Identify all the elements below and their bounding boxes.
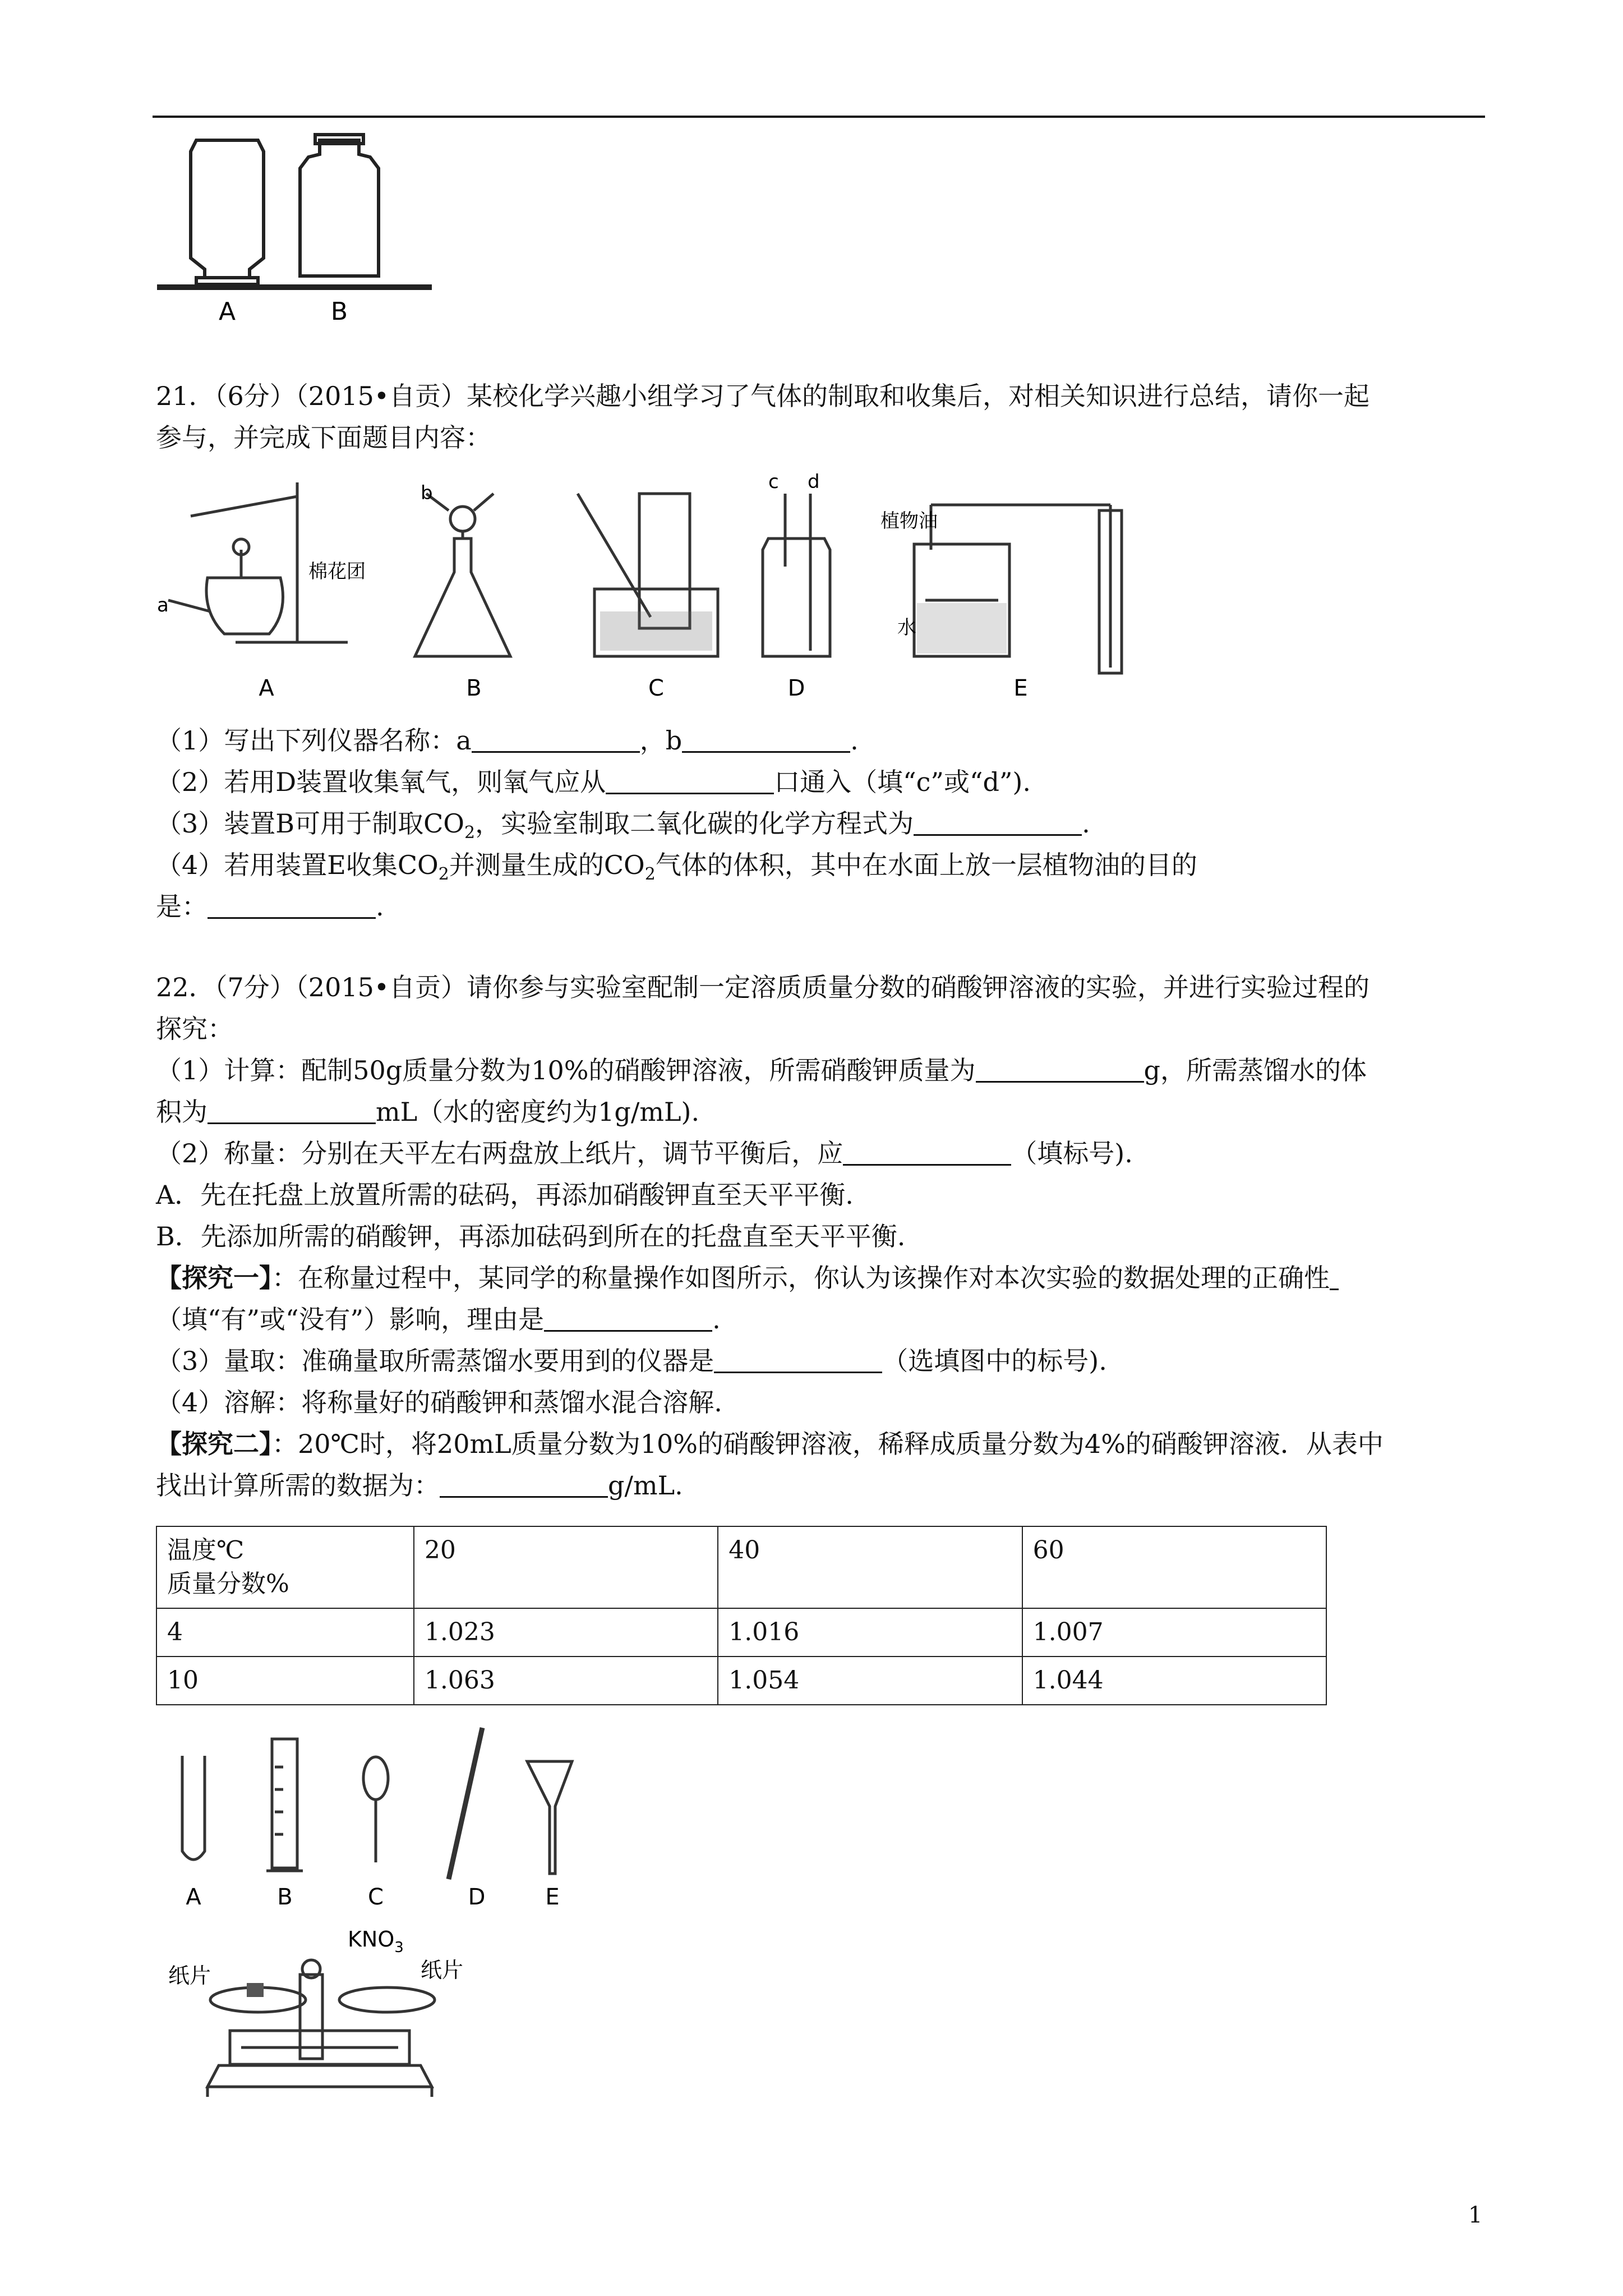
answer-blank[interactable] bbox=[440, 1470, 608, 1498]
q21-header: 21．（6分）（2015•自贡）某校化学兴趣小组学习了气体的制取和收集后，对相关知识进行总结，请你一起 bbox=[156, 381, 1370, 411]
header-rule bbox=[153, 116, 1485, 118]
fig-label-a: A bbox=[259, 675, 274, 701]
label-b: b bbox=[421, 482, 433, 504]
q22-explore2: 【探究二】：20℃时，将20mL质量分数为10%的硝酸钾溶液，稀释成质量分数为4%的硝酸钾溶液．从表中 bbox=[156, 1429, 1384, 1459]
label-water: 水 bbox=[897, 616, 916, 639]
q22-explore1-line2: （填“有”或“没有”）影响，理由是 . bbox=[156, 1304, 721, 1335]
instrument-label-c: C bbox=[368, 1884, 384, 1910]
answer-blank[interactable] bbox=[208, 1097, 376, 1124]
q22-explore2-line2: 找出计算所需的数据为： g/mL. bbox=[156, 1470, 683, 1501]
balance-label-paper-right: 纸片 bbox=[421, 1958, 464, 1982]
q22-part1-line2: 积为 mL（水的密度约为1g/mL). bbox=[156, 1097, 700, 1127]
weight-icon bbox=[247, 1983, 264, 1997]
density-table bbox=[156, 1526, 1327, 1705]
fig-label-b: B bbox=[466, 675, 482, 701]
graduated-cylinder-icon bbox=[272, 1739, 297, 1868]
bottle-b-label: B bbox=[330, 297, 348, 326]
fig-label-d: D bbox=[787, 675, 805, 701]
answer-blank[interactable] bbox=[714, 1346, 882, 1373]
answer-blank[interactable] bbox=[976, 1055, 1144, 1083]
dropper-icon bbox=[363, 1757, 388, 1800]
q21-header-2: 参与，并完成下面题目内容： bbox=[156, 422, 491, 453]
test-tube-icon bbox=[182, 1756, 205, 1860]
answer-blank[interactable] bbox=[472, 725, 640, 753]
table-cell: 1.063 bbox=[414, 1657, 718, 1705]
funnel-icon bbox=[527, 1761, 572, 1874]
answer-blank[interactable] bbox=[843, 1138, 1011, 1166]
q21-part4: （4）若用装置E收集$CO_2$并测量生成的$CO_2$气体的体积，其中在水面上放一层植物油的目的 bbox=[156, 850, 1197, 885]
bottle-b-icon bbox=[300, 140, 379, 276]
q22-explore1: 【探究一】：在称量过程中，某同学的称量操作如图所示，你认为该操作对本次实验的数据处理的正确性 bbox=[156, 1261, 1339, 1295]
table-cell: 4 bbox=[156, 1608, 414, 1657]
answer-blank[interactable] bbox=[1330, 1263, 1339, 1290]
table-header-row bbox=[156, 1526, 1326, 1608]
fig-label-e: E bbox=[1013, 675, 1028, 701]
q22-part1: （1）计算：配制50g质量分数为10%的硝酸钾溶液，所需硝酸钾质量为 g，所需蒸馏水的体 bbox=[156, 1055, 1367, 1085]
q22-option-a: A．先在托盘上放置所需的砝码，再添加硝酸钾直至天平平衡. bbox=[156, 1180, 854, 1210]
answer-blank[interactable] bbox=[682, 725, 850, 753]
q21-part4-line2: 是： . bbox=[156, 891, 384, 922]
label-cotton: 棉花团 bbox=[308, 560, 366, 583]
table-cell: 60 bbox=[1022, 1526, 1326, 1608]
answer-blank[interactable] bbox=[606, 767, 774, 794]
table-cell: 10 bbox=[156, 1657, 414, 1705]
q21-part2: （2）若用D装置收集氧气，则氧气应从 口通入（填“c”或“d”). bbox=[156, 767, 1031, 797]
bottle-a-icon bbox=[191, 140, 264, 278]
answer-blank[interactable] bbox=[208, 891, 376, 919]
table-cell: 40 bbox=[718, 1526, 1022, 1608]
q22-header-2: 探究： bbox=[156, 1014, 233, 1044]
figure-instruments bbox=[163, 1722, 589, 1913]
figure-bottles-ab bbox=[157, 129, 449, 331]
table-cell: 20 bbox=[414, 1526, 718, 1608]
label-oil: 植物油 bbox=[880, 510, 938, 532]
fig-label-c: C bbox=[648, 675, 664, 701]
table-cell: 1.007 bbox=[1022, 1608, 1326, 1657]
figure-balance bbox=[163, 1918, 522, 2109]
instrument-label-b: B bbox=[277, 1884, 293, 1910]
table-cell: 1.023 bbox=[414, 1608, 718, 1657]
balance-label-paper-left: 纸片 bbox=[168, 1963, 211, 1988]
q22-part4: （4）溶解：将称量好的硝酸钾和蒸馏水混合溶解. bbox=[156, 1387, 722, 1418]
table-row bbox=[156, 1608, 1326, 1657]
page-number: 1 bbox=[1468, 2202, 1483, 2228]
q22-part3: （3）量取：准确量取所需蒸馏水要用到的仪器是 （选填图中的标号). bbox=[156, 1346, 1107, 1376]
glass-rod-icon bbox=[449, 1728, 482, 1879]
table-row bbox=[156, 1657, 1326, 1705]
q22-header: 22．（7分）（2015•自贡）请你参与实验室配制一定溶质质量分数的硝酸钾溶液的实验，并进行实验过程的 bbox=[156, 972, 1370, 1002]
q22-option-b: B．先添加所需的硝酸钾，再添加砝码到所在的托盘直至天平平衡. bbox=[156, 1221, 906, 1251]
label-c: c bbox=[768, 471, 779, 493]
instrument-label-d: D bbox=[468, 1884, 486, 1910]
table-cell: 1.016 bbox=[718, 1608, 1022, 1657]
instrument-label-a: A bbox=[186, 1884, 201, 1910]
figure-gas-apparatus bbox=[157, 471, 1144, 707]
q21-part1: （1）写出下列仪器名称：a ，b . bbox=[156, 725, 859, 756]
label-a: a bbox=[157, 594, 169, 616]
q21-part3: （3）装置B可用于制取$CO_2$，实验室制取二氧化碳的化学方程式为 . bbox=[156, 808, 1090, 843]
answer-blank[interactable] bbox=[914, 808, 1082, 836]
instrument-label-e: E bbox=[545, 1884, 560, 1910]
q22-part2: （2）称量：分别在天平左右两盘放上纸片，调节平衡后，应 （填标号). bbox=[156, 1138, 1133, 1168]
table-header-cell: 温度℃ 质量分数% bbox=[156, 1526, 414, 1608]
table-cell: 1.044 bbox=[1022, 1657, 1326, 1705]
answer-blank[interactable] bbox=[544, 1304, 712, 1332]
label-d: d bbox=[808, 471, 820, 493]
balance-label-kno3: $KNO_3$ bbox=[348, 1927, 404, 1956]
table-cell: 1.054 bbox=[718, 1657, 1022, 1705]
bottle-a-label: A bbox=[218, 297, 236, 326]
